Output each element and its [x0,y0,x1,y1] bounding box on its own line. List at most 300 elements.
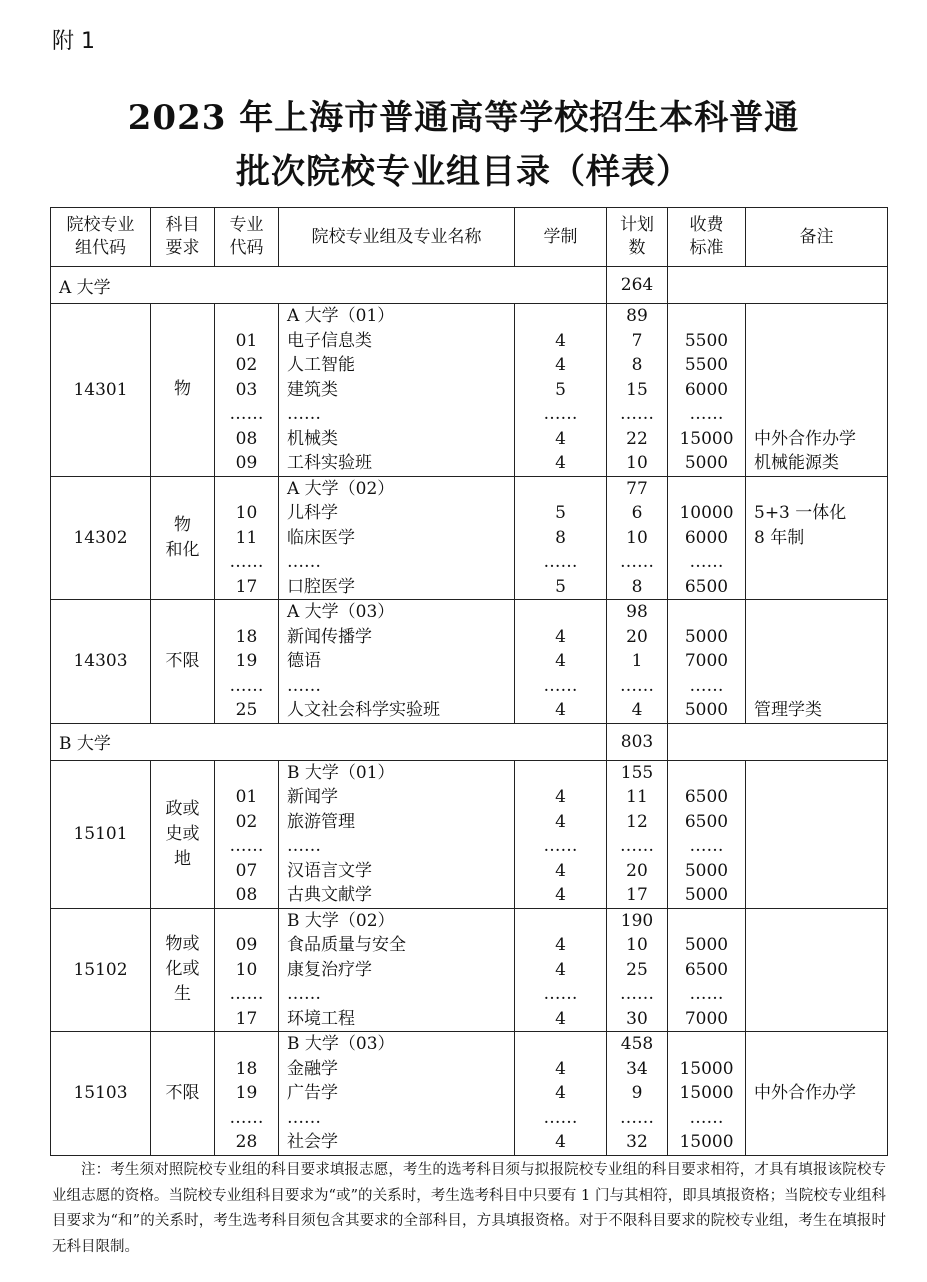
fee-cell: …… [689,984,724,1004]
remark-cell [746,1057,887,1082]
major-code-column [215,908,279,1032]
major-name-column [279,760,515,908]
duration-column [515,1032,607,1156]
fee-column [668,476,746,600]
header-text: 代码 [229,238,264,258]
major-name-cell: 机械类 [287,428,338,449]
header-text: 收费 [689,215,724,235]
subject-line: 地 [174,848,191,869]
duration-cell: …… [543,675,578,696]
duration-cell: 4 [555,885,566,905]
duration-stack [515,909,606,1032]
major-code-cell: 18 [235,1058,258,1079]
fee-cell: 5000 [684,700,729,720]
subject-lines [151,649,214,674]
duration-cell: 4 [555,428,566,449]
duration-cell: 4 [555,700,566,720]
duration-cell: 4 [555,860,566,881]
fee-cell: …… [689,675,724,696]
major-name-stack [279,761,514,908]
group-row [51,304,888,477]
plan-count-cell: …… [620,552,654,572]
remark-cell [746,402,887,427]
document-title-line-1: 2023 年上海市普通高等学校招生本科普通 [127,98,800,138]
fee-cell: 5500 [684,330,729,351]
major-code-cell: 08 [235,428,258,449]
major-code-cell: 01 [235,330,258,351]
group-row [51,908,888,1032]
duration-cell: 4 [555,811,566,832]
university-row [51,267,888,304]
plan-count-cell: 10 [626,935,648,955]
major-code-cell: …… [229,404,264,424]
duration-cell: 4 [555,355,566,375]
major-name-column [279,600,515,724]
fee-cell: 6000 [684,379,729,400]
duration-cell: 5 [555,379,566,400]
subject-line: 政或 [165,798,200,819]
remark-cell [746,353,887,378]
subject-line: 不限 [165,650,200,671]
document-title-line-2: 批次院校专业组目录（样表） [236,152,691,192]
header-text: 要求 [165,238,200,258]
major-code-column [215,304,279,477]
fee-cell [668,761,745,786]
subject-requirement [151,760,215,908]
fee-cell: 6500 [684,787,729,807]
major-code-cell: 25 [235,700,258,720]
plan-count-cell: 98 [626,602,648,622]
duration-stack [515,304,606,476]
header-text: 计划 [620,215,654,235]
major-name-column [279,304,515,477]
major-name-cell: 临床医学 [287,527,355,548]
subject-line: 物 [174,514,191,535]
fee-cell: …… [689,552,724,572]
subject-lines [151,513,214,563]
major-code-cell: 01 [235,787,258,807]
fee-cell: 15000 [679,1083,734,1103]
remark-cell [746,304,887,329]
plan-count-cell: 22 [626,428,648,449]
remark-column [746,908,888,1032]
remark-column [746,1032,888,1156]
major-code-cell: 08 [235,885,258,905]
remark-stack [746,304,887,476]
duration-cell: …… [543,404,578,424]
fee-cell: 7000 [684,651,729,671]
major-name-cell: 食品质量与安全 [287,935,406,955]
plan-count-cell: 89 [626,306,648,326]
plan-count-cell: 458 [620,1034,654,1054]
major-name-cell: 电子信息类 [287,330,372,351]
major-name-cell: 汉语言文学 [287,860,372,881]
remark-cell [746,761,887,786]
duration-cell: 4 [555,453,566,473]
duration-cell [515,909,606,934]
university-plan-total: 264 [607,267,668,304]
duration-cell: 4 [555,1058,566,1079]
fee-cell [668,477,745,502]
fee-cell: 6500 [684,811,729,832]
plan-count-stack [607,477,667,600]
subject-requirement [151,1032,215,1156]
major-code-column [215,760,279,908]
subject-line: 生 [174,984,191,1005]
major-name-cell: A 大学（02） [287,478,395,499]
duration-cell: 4 [555,626,566,647]
major-code-cell: …… [229,1107,264,1128]
fee-stack [668,909,745,1032]
plan-count-column [607,600,668,724]
major-code-cell: …… [229,552,264,572]
duration-cell [515,761,606,786]
university-name: A 大学 [51,267,607,304]
plan-count-cell: 32 [626,1132,648,1152]
duration-cell: 4 [555,651,566,671]
major-code-column [215,476,279,600]
remark-cell [746,649,887,674]
plan-count-cell: 17 [626,885,648,905]
major-name-cell: 德语 [287,651,321,671]
major-code-cell [215,761,278,786]
major-code-cell [215,1032,278,1057]
fee-cell: 10000 [679,503,734,523]
plan-count-cell: 10 [626,527,648,548]
duration-cell: …… [543,984,578,1004]
duration-column [515,760,607,908]
major-code-cell: 28 [235,1132,258,1152]
plan-count-cell: 9 [631,1083,643,1103]
subject-requirement [151,476,215,600]
fee-cell [668,1032,745,1057]
subject-line: 化或 [165,959,200,980]
appendix-label: 附 1 [52,29,95,54]
plan-count-stack [607,761,667,908]
plan-count-cell: 11 [626,787,648,807]
header-duration [515,208,607,267]
fee-stack [668,600,745,723]
remark-cell [746,834,887,859]
plan-count-stack [607,304,667,476]
plan-count-column [607,760,668,908]
plan-count-stack [607,1032,667,1155]
plan-count-cell: 7 [631,330,643,351]
plan-count-column [607,476,668,600]
remark-column [746,304,888,477]
duration-cell: …… [543,552,578,572]
major-code-cell [215,600,278,625]
major-name-cell: 建筑类 [287,379,338,400]
major-code-cell: 17 [235,576,258,597]
remark-column [746,476,888,600]
remark-cell [746,477,887,502]
remark-cell: 管理学类 [754,700,822,720]
fee-cell: 6500 [684,576,729,597]
remark-cell [746,674,887,699]
group-code: 14301 [51,304,151,477]
fee-cell: 15000 [679,1058,734,1079]
major-name-cell: …… [287,1107,321,1128]
remark-cell [746,329,887,354]
university-row-filler [668,723,888,760]
duration-cell: …… [543,836,578,856]
duration-cell: 4 [555,787,566,807]
subject-line: 史或 [165,823,200,844]
major-code-cell: 10 [235,959,258,980]
fee-column [668,760,746,908]
major-name-stack [279,304,514,476]
major-name-cell: 新闻学 [287,787,338,807]
header-text: 组代码 [75,238,126,258]
major-name-cell: 古典文献学 [287,885,372,905]
major-code-stack [215,600,278,723]
header-text: 专业 [229,215,264,235]
remark-cell: 5+3 一体化 [754,503,847,523]
duration-stack [515,761,606,908]
remark-cell [746,625,887,650]
subject-lines [151,1081,214,1106]
major-code-cell: 19 [235,1083,258,1103]
remark-cell [746,933,887,958]
major-name-cell: …… [287,675,321,696]
duration-cell: 8 [555,527,566,548]
remark-cell [746,982,887,1007]
header-text: 标准 [689,238,724,258]
major-code-stack [215,1032,278,1155]
plan-count-cell: 15 [626,379,648,400]
remark-cell [746,909,887,934]
group-row [51,760,888,908]
group-code: 15101 [51,760,151,908]
plan-count-cell: 10 [626,453,648,473]
subject-line: 不限 [165,1082,200,1103]
major-code-cell: 03 [235,379,258,400]
duration-stack [515,1032,606,1155]
header-fee [668,208,746,267]
major-code-cell: 09 [235,453,258,473]
major-name-cell: 新闻传播学 [287,626,372,647]
major-name-cell: 人文社会科学实验班 [287,700,440,720]
major-code-cell: …… [229,984,264,1004]
fee-stack [668,477,745,600]
subject-requirement [151,908,215,1032]
header-note [746,208,888,267]
remark-column [746,760,888,908]
major-code-cell: 09 [235,935,258,955]
remark-stack [746,600,887,723]
group-row [51,600,888,724]
header-name [279,208,515,267]
remark-cell: 8 年制 [754,527,805,548]
header-text: 备注 [799,226,834,247]
fee-cell: 15000 [679,428,734,449]
fee-cell [668,304,745,329]
plan-count-column [607,1032,668,1156]
fee-cell: 15000 [679,1132,734,1152]
major-name-cell: …… [287,984,321,1004]
plan-count-cell: 8 [631,576,643,597]
duration-cell: 4 [555,330,566,351]
group-code: 14302 [51,476,151,600]
fee-cell: 5000 [684,626,729,647]
footnote [52,1158,886,1260]
major-code-cell: 11 [235,527,258,548]
plan-count-stack [607,909,667,1032]
plan-count-column [607,304,668,477]
major-code-column [215,1032,279,1156]
remark-cell: 中外合作办学 [754,428,856,449]
plan-count-cell: 25 [626,959,648,980]
fee-cell [668,600,745,625]
university-row-filler [668,267,888,304]
major-name-cell: B 大学（03） [287,1034,395,1054]
major-name-cell: …… [287,836,321,856]
major-name-cell: B 大学（02） [287,910,395,931]
duration-cell [515,1032,606,1057]
major-name-cell: 口腔医学 [287,576,355,597]
header-subject [151,208,215,267]
remark-cell [746,1106,887,1131]
duration-cell: 5 [555,576,566,597]
major-name-cell: B 大学（01） [287,762,395,783]
plan-count-cell: …… [620,675,654,696]
duration-cell: 5 [555,503,566,523]
major-name-column [279,476,515,600]
fee-column [668,1032,746,1156]
major-name-column [279,908,515,1032]
major-code-cell: 02 [235,355,258,375]
major-name-stack [279,909,514,1032]
fee-cell: …… [689,404,724,424]
fee-cell: …… [689,836,724,856]
major-code-stack [215,761,278,908]
plan-count-cell: 30 [626,1008,648,1029]
subject-requirement [151,600,215,724]
header-text: 科目 [165,215,200,235]
duration-cell: 4 [555,1008,566,1029]
remark-cell [746,1130,887,1155]
fee-column [668,908,746,1032]
major-code-cell: 07 [235,860,258,881]
remark-stack [746,761,887,908]
header-text: 院校专业组及专业名称 [311,226,482,247]
major-name-column [279,1032,515,1156]
header-text: 院校专业 [66,215,135,235]
footnote-text: 注：考生须对照院校专业组的科目要求填报志愿，考生的选考科目须与拟报院校专业组的科目要求相符，才具有填报该院校专业组志愿的资格。当院校专业组科目要求为“或”的关系时，考生选考科目中只要有 1 门与其相符，即具填报资格；当院校专业组科目要求为“和”的关系时，考生选考科目须包含其要求的全部科目，方具填报资格。对于不限科目要求的院校专业组，考生在填报时无科目限制。 [52,1162,886,1255]
remark-stack [746,909,887,1032]
major-name-cell: 社会学 [287,1132,338,1152]
fee-cell: 5000 [684,860,729,881]
duration-column [515,908,607,1032]
major-name-cell: 人工智能 [287,355,355,375]
major-code-cell [215,477,278,502]
fee-cell: 5000 [684,935,729,955]
plan-count-cell: …… [620,1107,654,1128]
duration-column [515,304,607,477]
remark-cell [746,958,887,983]
group-code: 15102 [51,908,151,1032]
plan-count-cell: …… [620,836,654,856]
duration-cell: 4 [555,1083,566,1103]
major-code-cell: 02 [235,811,258,832]
plan-count-cell: 155 [620,762,654,783]
major-code-cell [215,304,278,329]
fee-column [668,304,746,477]
fee-cell: 7000 [684,1008,729,1029]
university-plan-total: 803 [607,723,668,760]
fee-cell: …… [689,1107,724,1128]
major-name-cell: A 大学（01） [287,306,395,326]
remark-cell [746,859,887,884]
duration-cell [515,477,606,502]
plan-count-stack [607,600,667,723]
remark-cell [746,378,887,403]
subject-requirement [151,304,215,477]
remark-cell [746,1007,887,1032]
major-name-cell: 工科实验班 [287,453,372,473]
plan-count-cell: 34 [626,1058,648,1079]
major-code-stack [215,304,278,476]
duration-cell [515,600,606,625]
group-row [51,1032,888,1156]
plan-count-cell: 8 [631,355,643,375]
fee-cell: 5500 [684,355,729,375]
major-code-cell [215,909,278,934]
remark-stack [746,477,887,600]
catalog-table [50,207,888,1156]
major-code-cell: 17 [235,1008,258,1029]
plan-count-cell: 20 [626,626,648,647]
major-name-cell: 旅游管理 [287,811,355,832]
remark-cell: 机械能源类 [754,453,839,473]
plan-count-cell: …… [620,404,654,424]
duration-cell [515,304,606,329]
major-code-column [215,600,279,724]
fee-stack [668,1032,745,1155]
fee-stack [668,761,745,908]
plan-count-cell: 6 [631,503,643,523]
plan-count-cell: 190 [620,910,654,931]
major-name-cell: 儿科学 [287,503,338,523]
subject-lines [151,377,214,402]
major-code-cell: …… [229,675,264,696]
major-name-cell: 康复治疗学 [287,959,372,980]
major-name-cell: …… [287,552,321,572]
university-row [51,723,888,760]
remark-column [746,600,888,724]
major-name-stack [279,477,514,600]
header-major-code [215,208,279,267]
plan-count-column [607,908,668,1032]
table-header-row [51,208,888,267]
remark-cell: 中外合作办学 [754,1083,856,1103]
plan-count-cell: …… [620,984,654,1004]
fee-cell: 6000 [684,527,729,548]
major-code-cell: 19 [235,651,258,671]
fee-cell: 5000 [684,453,729,473]
subject-lines [151,797,214,872]
header-text: 学制 [543,226,578,247]
remark-cell [746,883,887,908]
plan-count-cell: 20 [626,860,648,881]
major-code-stack [215,909,278,1032]
major-code-stack [215,477,278,600]
group-code: 14303 [51,600,151,724]
subject-lines [151,932,214,1007]
fee-stack [668,304,745,476]
university-name: B 大学 [51,723,607,760]
